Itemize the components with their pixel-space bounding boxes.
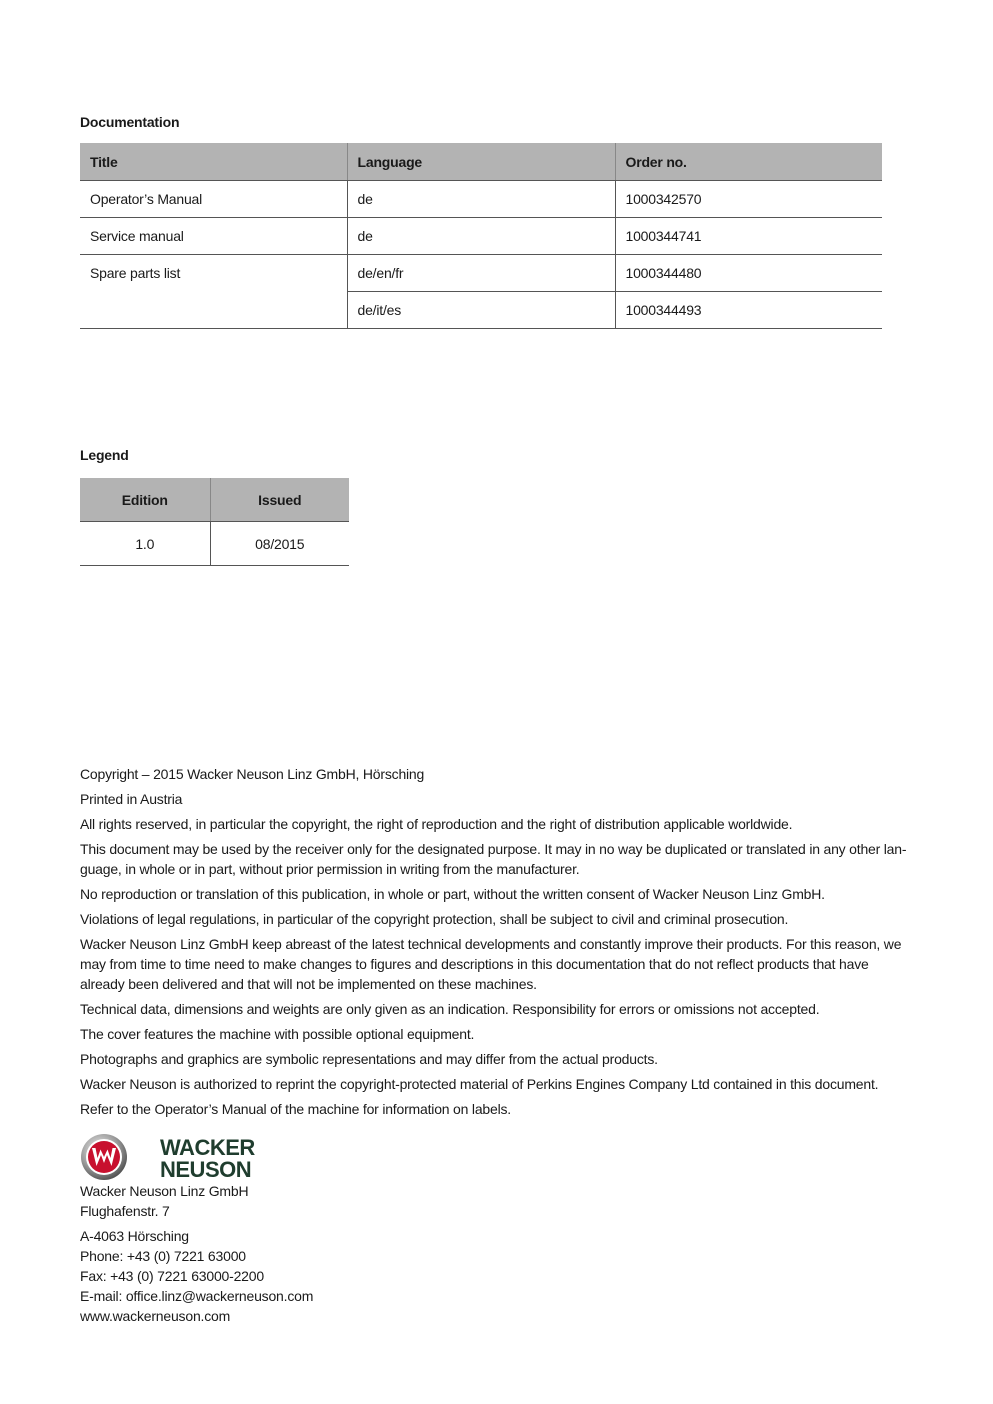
documentation-heading: Documentation	[80, 114, 180, 130]
cell-title: Service manual	[80, 218, 347, 255]
table-row	[80, 181, 882, 218]
copyright-paragraph: Wacker Neuson Linz GmbH keep abreast of the latest technical developments and constantly improve their products. For this reason, we may from time to time need to make changes to figures and descriptions in this documentation that do not reflect products that have already been delivered and that will not be implemented on these machines.	[80, 936, 902, 992]
website: www.wackerneuson.com	[80, 1308, 231, 1324]
cell-edition: 1.0	[80, 522, 210, 566]
wacker-neuson-logo	[80, 1133, 280, 1181]
fax: Fax: +43 (0) 7221 63000-2200	[80, 1268, 264, 1284]
column-header-issued: Issued	[210, 478, 349, 522]
cell-order-no: 1000344741	[615, 218, 882, 255]
copyright-paragraph: Copyright – 2015 Wacker Neuson Linz GmbH, Hörsching	[80, 766, 425, 782]
cell-order-no: 1000342570	[615, 181, 882, 218]
copyright-paragraph: All rights reserved, in particular the copyright, the right of reproduction and the right of distribution applicable worldwide.	[80, 816, 793, 832]
table-header-row	[80, 143, 882, 181]
copyright-paragraph: Photographs and graphics are symbolic representations and may differ from the actual products.	[80, 1051, 658, 1067]
phone: Phone: +43 (0) 7221 63000	[80, 1248, 246, 1264]
copyright-paragraph: The cover features the machine with possible optional equipment.	[80, 1026, 475, 1042]
wordmark-neuson: NEUSON	[160, 1157, 252, 1181]
copyright-paragraph: Wacker Neuson is authorized to reprint the copyright-protected material of Perkins Engines Company Ltd contained in this document.	[80, 1076, 879, 1092]
company-name: Wacker Neuson Linz GmbH	[80, 1183, 249, 1199]
copyright-paragraph: Refer to the Operator’s Manual of the machine for information on labels.	[80, 1101, 511, 1117]
cell-language: de/en/fr	[347, 255, 615, 292]
copyright-paragraph: Printed in Austria	[80, 791, 183, 807]
cell-title: Spare parts list	[80, 255, 347, 329]
company-address	[80, 1181, 313, 1331]
street: Flughafenstr. 7	[80, 1203, 170, 1219]
cell-language: de	[347, 181, 615, 218]
city: A-4063 Hörsching	[80, 1228, 189, 1244]
copyright-paragraph: This document may be used by the receiver only for the designated purpose. It may in no way be duplicated or translated in any other lan- guage, in whole or in part, without prior permission in writing from the manufacturer.	[80, 841, 907, 877]
cell-title: Operator’s Manual	[80, 181, 347, 218]
column-header-edition: Edition	[80, 478, 210, 522]
address-line-group	[80, 1226, 313, 1326]
email: E-mail: office.linz@wackerneuson.com	[80, 1288, 314, 1304]
column-header-order-no: Order no.	[615, 143, 882, 181]
legend-table	[80, 478, 349, 566]
cell-language: de/it/es	[347, 292, 615, 329]
cell-issued: 08/2015	[210, 522, 349, 566]
legend-heading: Legend	[80, 447, 129, 463]
table-header-row	[80, 478, 349, 522]
table-row	[80, 218, 882, 255]
copyright-paragraph: Violations of legal regulations, in particular of the copyright protection, shall be subject to civil and criminal prosecution.	[80, 911, 789, 927]
table-row	[80, 522, 349, 566]
cell-order-no: 1000344493	[615, 292, 882, 329]
table-row	[80, 255, 882, 292]
wordmark-wacker: WACKER	[160, 1135, 255, 1160]
copyright-notice	[80, 764, 910, 1124]
cell-order-no: 1000344480	[615, 255, 882, 292]
documentation-table	[80, 143, 882, 329]
cell-language: de	[347, 218, 615, 255]
column-header-title: Title	[80, 143, 347, 181]
wacker-neuson-w-emblem-icon	[81, 1134, 127, 1180]
address-line-group	[80, 1181, 313, 1221]
copyright-paragraph: Technical data, dimensions and weights are only given as an indication. Responsibility for errors or omissions not accepted.	[80, 1001, 820, 1017]
copyright-paragraph: No reproduction or translation of this publication, in whole or part, without the written consent of Wacker Neuson Linz GmbH.	[80, 886, 825, 902]
column-header-language: Language	[347, 143, 615, 181]
